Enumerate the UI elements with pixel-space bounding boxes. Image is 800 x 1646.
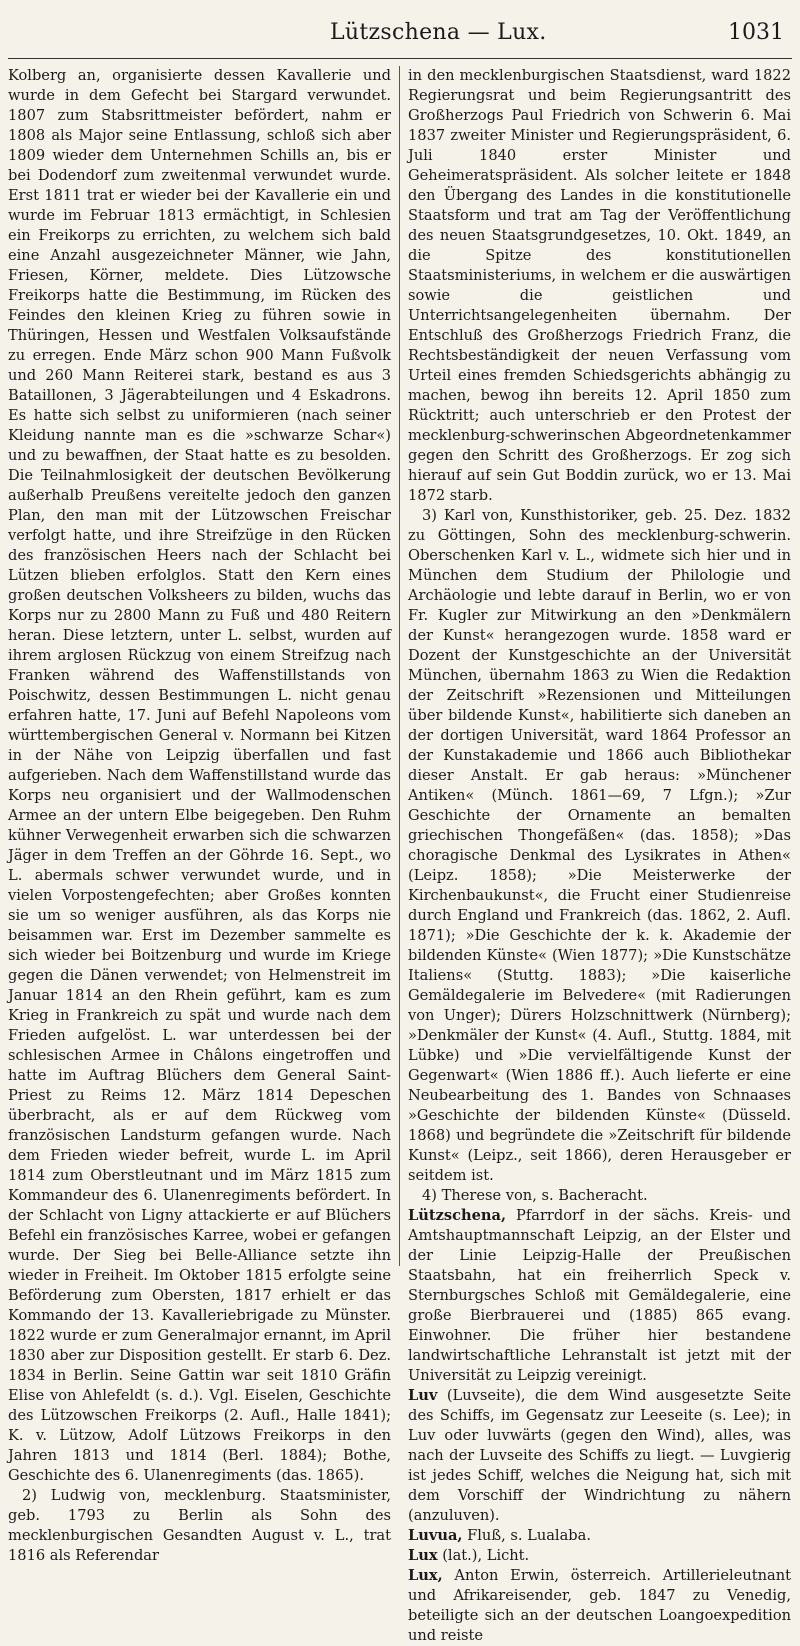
paragraph-lutzow-2: 2) Ludwig von, mecklenburg. Staatsminister, geb. 1793 zu Berlin als Sohn des mecklenburgischen Gesandten August v. L., trat 1816 als Referendar [8, 1487, 391, 1564]
column-divider [399, 66, 400, 1266]
page-number: 1031 [728, 20, 784, 45]
left-column [8, 66, 391, 1564]
header-rule [8, 58, 792, 59]
entry-luv-text: (Luvseite), die dem Wind ausgesetzte Seite des Schiffs, im Gegensatz zur Leeseite (s. Lee); in Luv oder luvwärts (gegen den Wind), alles, was nach der Luvseite des Schiffs zu liegt. — Luvgierig ist jedes Schiff, welches die Neigung hat, sich mit dem Vorschiff der Windrichtung zu nähern (anzuluven). [408, 1387, 791, 1524]
headword-luvua: Luvua, [408, 1527, 463, 1544]
entry-lux-anton [408, 1566, 791, 1646]
running-title: Lützschena — Lux. [330, 20, 547, 45]
paragraph-lutzow-1-continued: Kolberg an, organisierte dessen Kavallerie und wurde in dem Gefecht bei Stargard verwundet. 1807 zum Stabsrittmeister befördert, nahm er 1808 als Major seine Entlassung, schloß sich aber 1809 wieder dem Unternehmen Schills an, bis er bei Dodendorf zum zweitenmal verwundet wurde. Erst 1811 trat er wieder bei der Kavallerie ein und wurde im Februar 1813 ermächtigt, in Schlesien ein Freikorps zu errichten, zu welchem sich bald eine Anzahl ausgezeichneter Männer, wie Jahn, Friesen, Körner, meldete. Dies Lützowsche Freikorps hatte die Bestimmung, im Rücken des Feindes den kleinen Krieg zu führen sowie in Thüringen, Hessen und Westfalen Volksaufstände zu erregen. Ende März schon 900 Mann Fußvolk und 260 Mann Reiterei stark, bestand es aus 3 Bataillonen, 3 Jägerabteilungen und 4 Eskadrons. Es hatte sich selbst zu uniformieren (nach seiner Kleidung nannte man es die »schwarze Schar«) und zu bewaffnen, der Staat hatte es zu besolden. Die Teilnahmlosigkeit der deutschen Bevölkerung außerhalb Preußens vereitelte jedoch den ganzen Plan, den man mit der Lützowschen Freischar verfolgt hatte, und ihre Streifzüge in den Rücken des französischen Heers nach der Schlacht bei Lützen blieben erfolglos. Statt den Kern eines großen deutschen Volksheers zu bilden, wuchs das Korps nur zu 2800 Mann zu Fuß und 480 Reitern heran. Diese letztern, unter L. selbst, wurden auf ihrem arglosen Rückzug von einem Streifzug nach Franken während des Waffenstillstands von Poischwitz, dessen Bestimmungen L. nicht genau erfahren hatte, 17. Juni auf Befehl Napoleons vom württembergischen General v. Normann bei Kitzen in der Nähe von Leipzig überfallen und fast aufgerieben. Nach dem Waffenstillstand wurde das Korps neu organisiert und der Wallmodenschen Armee an der untern Elbe beigegeben. Den Ruhm kühner Verwegenheit erwarben sich die schwarzen Jäger in dem Treffen an der Göhrde 16. Sept., wo L. abermals schwer verwundet wurde, und in vielen Vorpostengefechten; aber Großes konnten sie um so weniger ausführen, als das Korps nie beisammen war. Erst im Dezember sammelte es sich wieder bei Boitzenburg und wurde im Kriege gegen die Dänen verwendet; von Helmenstreit im Januar 1814 an den Rhein geführt, kam es zum Krieg in Frankreich zu spät und wurde nach dem Frieden aufgelöst. L. war unterdessen bei der schlesischen Armee in Châlons eingetroffen und hatte im Auftrag Blüchers dem General Saint-Priest zu Reims 12. März 1814 Depeschen überbracht, als er auf dem Rückweg vom französischen Landsturm gefangen wurde. Nach dem Frieden wieder befreit, wurde L. im April 1814 zum Oberstleutnant und im März 1815 zum Kommandeur des 6. Ulanenregiments befördert. In der Schlacht von Ligny attackierte er auf Blüchers Befehl ein französisches Karree, wobei er gefangen wurde. Der Sieg bei Belle-Alliance setzte ihn wieder in Freiheit. Im Oktober 1815 erfolgte seine Beförderung zum Obersten, 1817 erhielt er das Kommando der 13. Kavalleriebrigade zu Münster. 1822 wurde er zum Generalmajor ernannt, im April 1830 aber zur Disposition gestellt. Er starb 6. Dez. 1834 in Berlin. Seine Gattin war seit 1810 Gräfin Elise von Ahlefeldt (s. d.). Vgl. Eiselen, Geschichte des Lützowschen Freikorps (2. Aufl., Halle 1841); K. v. Lützow, Adolf Lützows Freikorps in den Jahren 1813 und 1814 (Berl. 1884); Bothe, Geschichte des 6. Ulanenregiments (das. 1865). [8, 67, 391, 1484]
headword-luv: Luv [408, 1387, 438, 1404]
entry-luv [408, 1386, 791, 1526]
right-column [408, 66, 791, 1644]
headword-lux-anton: Lux, [408, 1567, 443, 1584]
headword-lutzschena: Lützschena, [408, 1207, 507, 1224]
paragraph-lutzow-4: 4) Therese von, s. Bacheracht. [422, 1187, 648, 1204]
page-header [0, 8, 800, 52]
headword-lux-lat: Lux [408, 1547, 438, 1564]
entry-lux-lat-text: (lat.), Licht. [437, 1547, 530, 1564]
entry-lux-anton-text: Anton Erwin, österreich. Artillerieleutnant und Afrikareisender, geb. 1847 zu Venedig, beteiligte sich an der deutschen Loangoexpedition und reiste [408, 1567, 791, 1644]
paragraph-lutzow-2-continued: in den mecklenburgischen Staatsdienst, ward 1822 Regierungsrat und beim Regierungsantritt des Großherzogs Paul Friedrich von Schwerin 6. Mai 1837 zweiter Minister und Regierungspräsident, 6. Juli 1840 erster Minister und Geheimeratspräsident. Als solcher leitete er 1848 den Übergang des Landes in die konstitutionelle Staatsform und trat am Tag der Veröffentlichung des neuen Staatsgrundgesetzes, 10. Okt. 1849, an die Spitze des konstitutionellen Staatsministeriums, in welchem er die auswärtigen sowie die geistlichen und Unterrichtsangelegenheiten übernahm. Der Entschluß des Großherzogs Friedrich Franz, die Rechtsbeständigkeit der neuen Verfassung vom Urteil eines fremden Schiedsgerichts abhängig zu machen, bewog ihn bereits 12. April 1850 zum Rücktritt; auch unterschrieb er den Protest der mecklenburg-schwerinschen Abgeordnetenkammer gegen den Schritt des Großherzogs. Er zog sich hierauf auf sein Gut Boddin zurück, wo er 13. Mai 1872 starb. [408, 67, 791, 504]
paragraph-lutzow-3: 3) Karl von, Kunsthistoriker, geb. 25. Dez. 1832 zu Göttingen, Sohn des mecklenburg-schwerin. Oberschenken Karl v. L., widmete sich hier und in München dem Studium der Philologie und Archäologie und lebte darauf in Berlin, wo er von Fr. Kugler zur Mitwirkung an den »Denkmälern der Kunst« herangezogen wurde. 1858 ward er Dozent der Kunstgeschichte an der Universität München, übernahm 1863 zu Wien die Redaktion der Zeitschrift »Rezensionen und Mitteilungen über bildende Kunst«, habilitierte sich daneben an der dortigen Universität, ward 1864 Professor an der Kunstakademie und 1866 auch Bibliothekar dieser Anstalt. Er gab heraus: »Münchener Antiken« (Münch. 1861—69, 7 Lfgn.); »Zur Geschichte der Ornamente an bemalten griechischen Thongefäßen« (das. 1858); »Das choragische Denkmal des Lysikrates in Athen« (Leipz. 1858); »Die Meisterwerke der Kirchenbaukunst«, die Frucht einer Studienreise durch England und Frankreich (das. 1862, 2. Aufl. 1871); »Die Geschichte der k. k. Akademie der bildenden Künste« (Wien 1877); »Die Kunstschätze Italiens« (Stuttg. 1883); »Die kaiserliche Gemäldegalerie im Belvedere« (mit Radierungen von Unger); Dürers Holzschnittwerk (Nürnberg); »Denkmäler der Kunst« (4. Aufl., Stuttg. 1884, mit Lübke) und »Die vervielfältigende Kunst der Gegenwart« (Wien 1886 ff.). Auch lieferte er eine Neubearbeitung des 1. Bandes von Schnaases »Geschichte der bildenden Künste« (Düsseld. 1868) und begründete die »Zeitschrift für bildende Kunst« (Leipz., seit 1866), deren Herausgeber er seitdem ist. [408, 507, 791, 1184]
entry-lutzschena-text: Pfarrdorf in der sächs. Kreis- und Amtshauptmannschaft Leipzig, an der Elster und der Linie Leipzig-Halle der Preußischen Staatsbahn, hat ein freiherrlich Speck v. Sternburgsches Schloß mit Gemäldegalerie, eine große Bierbrauerei und (1885) 865 evang. Einwohner. Die früher hier bestandene landwirtschaftliche Lehranstalt ist jetzt mit der Universität zu Leipzig vereinigt. [408, 1207, 791, 1384]
entry-luvua [408, 1526, 791, 1546]
entry-luvua-text: Fluß, s. Lualaba. [462, 1527, 591, 1544]
entry-lutzschena [408, 1206, 791, 1386]
entry-lux-lat [408, 1546, 791, 1566]
